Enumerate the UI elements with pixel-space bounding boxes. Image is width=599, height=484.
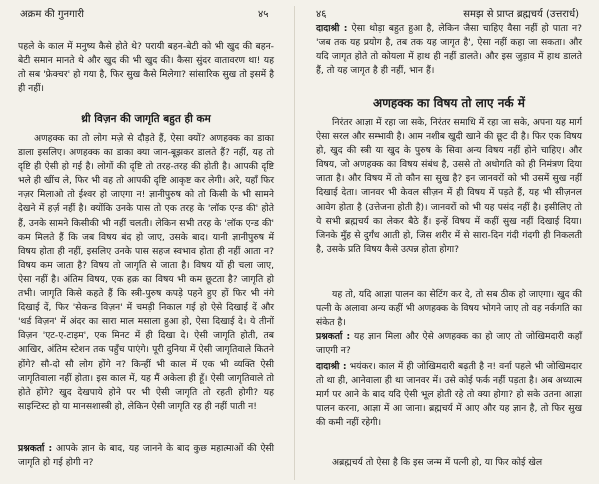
left-running-head: अक्रम की गुनगारी	[20, 9, 85, 20]
left-page	[0, 0, 292, 484]
left-paragraph-2: अणहक्क का तो लोग मज़े से दौड़ते हैं, ऐसा क्यों? अणहक्क का डाका डाला इसलिए। अणहक्क का डाका क्या जान-बूझकर डालते हैं? नहीं, यह तो दृष्टि ही ऐसी हो गई है। लोगों की दृष्टि तो तरह-तरह की होती है। आपकी दृष्टि भले ही खींच ले, फिर भी वह तो आपकी दृष्टि आकृष्ट कर लेगी। अरे, यहाँ फिर नज़र मिलाओ तो ईश्वर हो जाएगा न! ज्ञानीपुरुष को तो किसी के भी सामने देखने में हर्ज़ नहीं है। क्योंकि उनके पास तो एक तरह के 'लॉक एन्ड की' होते हैं, उनके सामने किसीकी भी नहीं चलती। लेकिन सभी तरह के 'लॉक एन्ड की' कम मिलते हैं कि जब विषय बंद हो जाए, उसके बाद। यानी ज्ञानीपुरुष में विषय होता ही नहीं, इसलिए उनके पास सहज स्वभाव होता ही नहीं आता न? विषय कम जाता है? विषय तो जागृति से जाता है। विषय यों ही चला जाए, ऐसा नहीं है। अंतिम विषय, एक हक़ का विषय भी कम छूटता है? जागृति हो तभी। जागृति किसे कहते हैं कि स्त्री-पुरुष कपड़े पहने हुए हों फिर भी नंगे दिखाई दें, फिर 'सेकन्ड विज़न' में चमड़ी निकाल गई हो ऐसे दिखाई दें और 'थर्ड विज़न' में अंदर का सारा माल मसाला हुआ हो, ऐसा दिखाई दे। ये तीनों विज़न 'एट-ए-टाइम', एक मिनट में ही दिखा दे। ऐसी जागृति होती, तब आखिर, अंतिम स्टेशन तक पहुँच पाएंगे। पूरी दुनिया में ऐसी जागृतिवाले कितने होंगे? सौ-दो सौ लोग होंगे न? किन्हीं भी काल में एक भी व्यक्ति ऐसी जागृतिवाला नहीं होता। इस काल में, यह मैं अकेला ही हूँ। ऐसी जागृतिवाले तो होते होंगे? खुद देखपाये होने पर भी ऐसी जागृति तो रहती होगी? यह साइन्टिस्ट हो या मानसशास्त्री हो, लेकिन ऐसी जागृति रह ही नहीं पाती न!	[18, 133, 274, 412]
right-question-text: यह ज्ञान मिला और ऐसे अणहक्क का हो जाए तो जोखिमदारी कहाँ जाएगी न?	[316, 331, 582, 357]
right-section-heading: अणहक्क का विषय तो लाए नर्क में	[373, 96, 525, 110]
right-running-head: समझ से प्राप्त ब्रह्मचर्य (उत्तरार्ध)	[463, 9, 579, 20]
left-section-heading: थ्री विज़न की जागृति बहुत ही कम	[81, 113, 211, 125]
left-question	[18, 442, 274, 470]
right-answer-text: भयंकर। काल में ही जोखिमदारी बढ़ती है न! वर्ना पहले भी जोखिमदार तो था ही, आनेवाला ही था जानवर में। उसे कोई फर्क नहीं पड़ता है। अब अध्यात्म मार्ग पर आने के बाद यदि ऐसी भूल होती रहे तो क्या होगा? हो सके उतना आज्ञा पालन करना, आज्ञा में आ जाना। ब्रह्मचर्य में आए और यह ज्ञान है, तो फिर सुख की कमी नहीं रहेगी।	[316, 361, 582, 429]
right-page-number: ४६	[316, 9, 327, 20]
right-paragraph-3: यह तो, यदि आज्ञा पालन का सेटिंग कर दे, तो सब ठीक हो जाएगा। खुद की पत्नी के अलावा अन्य कहीं भी अणहक्क के विषय भोगने जाए तो वह नर्कगति का संकेत है।	[316, 289, 582, 329]
right-paragraph-1	[316, 22, 582, 78]
left-question-label: प्रश्नकर्ता :	[18, 443, 53, 454]
right-answer-label: दादाश्री :	[316, 361, 347, 372]
right-paragraph-2: निरंतर आज्ञा में रहा जा सके, निरंतर समाधि में रहा जा सके, अपना यह मार्ग ऐसा सरल और सम्भावी है। आम नशीब खुदी खाने की छूट दी है। फिर एक विषय हो, खुद की स्त्री या खुद के पुरुष के सिवा अन्य विषय नहीं होने चाहिए। और विषय, जो अणहक्क का विषय संबंध है, उससे तो अधोगति को ही निमंत्रण दिया जाता है। और विषय में तो कौन सा सुख है? इन जानवरों को भी उसमें सुख नहीं दिखाई देता। जानवर भी केवल सीज़न में ही विषय में पड़ते हैं, यह भी सीज़नल आवेग होता है (उत्तेजना होती है)। जानवरों को भी यह पसंद नहीं है। इसीलिए तो ये सभी ब्रह्मचर्य का लेकर बैठे हैं। इन्हें विषय में कहीं सुख नहीं दिखाई दिया। जिनके मुँह से दुर्गंध आती हो, जिस शरीर में से सारा-दिन गंदी गंदगी ही निकलती है, उसके प्रति विषय कैसे उत्पन्न होता होगा?	[316, 117, 582, 255]
right-last-line: अब्रह्मचर्य तो ऐसा है कि इस जन्म में पत्नी हो, या फिर कोई खेल	[332, 457, 543, 468]
right-question	[316, 330, 582, 358]
left-question-text: आपके ज्ञान के बाद, यह जानने के बाद कुछ महात्माओं की ऐसी जागृति हो गई होगी न?	[18, 443, 274, 469]
right-page	[300, 0, 599, 484]
right-paragraph-1-text: ऐसा थोड़ा बहुत हुआ है, लेकिन जैसा चाहिए वैसा नहीं हो पाता न? 'जब तक यह प्रयोग है, तब तक यह जागृत है', ऐसा नहीं कहा जा सकता। और यदि जागृत होते तो कोयला में हाथ ही नहीं डालते। और इस जुड़ाव में हाथ डालते हैं, तो यह जागृत है ही नहीं, भान हैं।	[316, 23, 583, 77]
left-paragraph-1: पहले के काल में मनुष्य कैसे होते थे? परायी बहन-बेटी को भी खुद की बहन-बेटी समान मानते थे और खुद की भी खुद की। कैसा सुंदर वातावरण था! यह तो सब 'फ्रेक्चर' हो गया है, फिर सुख कैसे मिलेगा? सांसारिक सुख तो इसमें है ही नहीं।	[18, 41, 274, 95]
right-question-label: प्रश्नकर्ता :	[316, 331, 351, 342]
left-page-number: ४५	[258, 9, 269, 20]
right-answer-label-1: दादाश्री :	[316, 23, 348, 34]
page-gutter	[294, 6, 295, 480]
right-answer	[316, 360, 582, 430]
